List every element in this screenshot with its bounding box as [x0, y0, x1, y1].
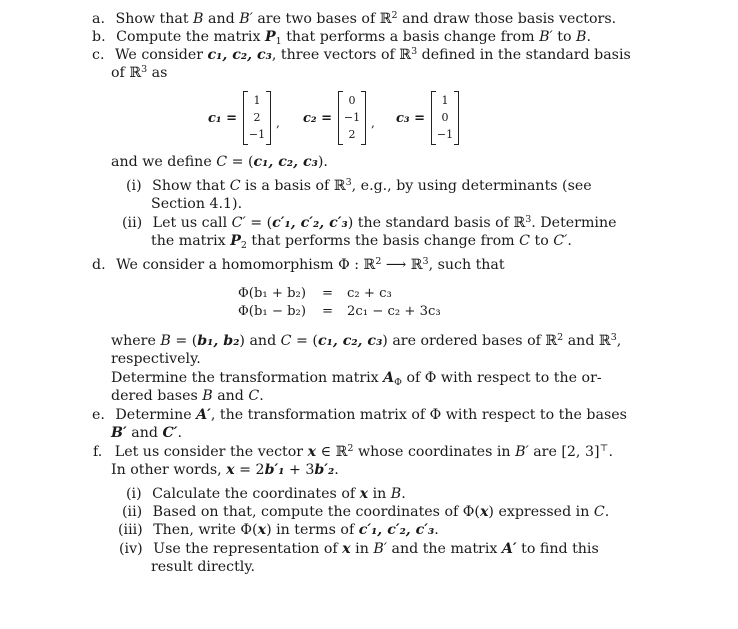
- item-b: b. Compute the matrix $P_1$ that performs a basis change from B′ to B.: [92, 29, 591, 47]
- item-d-line1: d. We consider a homomorphism Φ : ℝ$^2$ ⟶ ℝ$^3$, such that: [92, 256, 505, 273]
- vector-c1-matrix: 1 2 −1: [243, 91, 271, 145]
- vector-c3: c₃ = 1 0 −1: [396, 90, 459, 146]
- item-a: a. Show that B and B′ are two bases of ℝ$^2$ and draw those basis vectors.: [92, 10, 617, 27]
- vector-c2-matrix: 0 −1 2: [338, 91, 366, 145]
- item-c-sub-ii-line2: the matrix $P_2$ that performs the basis change from C to C′.: [151, 233, 572, 251]
- item-f-line2: In other words, x = 2b′₁ + 3b′₂.: [111, 462, 339, 478]
- item-d-determine: Determine the transformation matrix $A_\Phi$ of Φ with respect to the or-: [111, 370, 602, 388]
- item-c-line2: of ℝ$^3$ as: [111, 64, 168, 81]
- item-f-sub-ii: (ii) Based on that, compute the coordinates of Φ(x) expressed in C.: [122, 504, 610, 520]
- equation-2-rhs: 2c₁ − c₂ + 3c₃: [347, 304, 441, 319]
- equation-1-rhs: c₂ + c₃: [347, 286, 392, 301]
- item-c-sub-ii: (ii) Let us call C′ = (c′₁, c′₂, c′₃) the standard basis of ℝ$^3$. Determine: [122, 214, 617, 231]
- item-c-define: and we define C = (c₁, c₂, c₃).: [111, 154, 328, 170]
- item-e-label: e.: [92, 407, 105, 423]
- item-c-line1: c. We consider c₁, c₂, c₃, three vectors of ℝ$^3$ defined in the standard basis: [92, 46, 631, 63]
- item-e-line1: e. Determine A′, the transformation matrix of Φ with respect to the bases: [92, 407, 627, 423]
- vector-c1: c₁ = 1 2 −1 ,: [208, 90, 280, 146]
- vector-c3-matrix: 1 0 −1: [431, 91, 459, 145]
- item-f-line1: f. Let us consider the vector x ∈ ℝ$^2$ whose coordinates in B′ are [2, 3]⊤.: [93, 443, 613, 460]
- item-f-sub-iii: (iii) Then, write Φ(x) in terms of c′₁, c′₂, c′₃.: [118, 522, 439, 538]
- item-f-label: f.: [93, 444, 103, 460]
- item-d-label: d.: [92, 257, 106, 273]
- item-c-label: c.: [92, 47, 105, 63]
- item-f-sub-iv-line2: result directly.: [151, 559, 255, 575]
- item-c-sub-i: (i) Show that C is a basis of ℝ$^3$, e.g., by using determinants (see: [126, 177, 592, 194]
- item-c-sub-i-line2: Section 4.1).: [151, 196, 243, 212]
- equation-1-lhs: Φ(b₁ + b₂): [238, 286, 306, 301]
- item-d-respectively: respectively.: [111, 351, 201, 367]
- item-e-line2: B′ and C′.: [111, 425, 182, 441]
- item-d-determine-line2: dered bases B and C.: [111, 388, 264, 404]
- item-f-sub-i: (i) Calculate the coordinates of x in B.: [126, 486, 406, 502]
- equation-2-lhs: Φ(b₁ − b₂): [238, 304, 306, 319]
- item-d-where: where B = (b₁, b₂) and C = (c₁, c₂, c₃) are ordered bases of ℝ$^2$ and ℝ$^3$,: [111, 332, 622, 349]
- item-b-label: b.: [92, 29, 106, 45]
- equation-2-equals: =: [322, 304, 334, 319]
- equation-1-equals: =: [322, 286, 334, 301]
- vector-c2: c₂ = 0 −1 2 ,: [303, 90, 375, 146]
- item-a-label: a.: [92, 11, 105, 27]
- item-f-sub-iv: (iv) Use the representation of x in B′ and the matrix A′ to find this: [119, 541, 599, 557]
